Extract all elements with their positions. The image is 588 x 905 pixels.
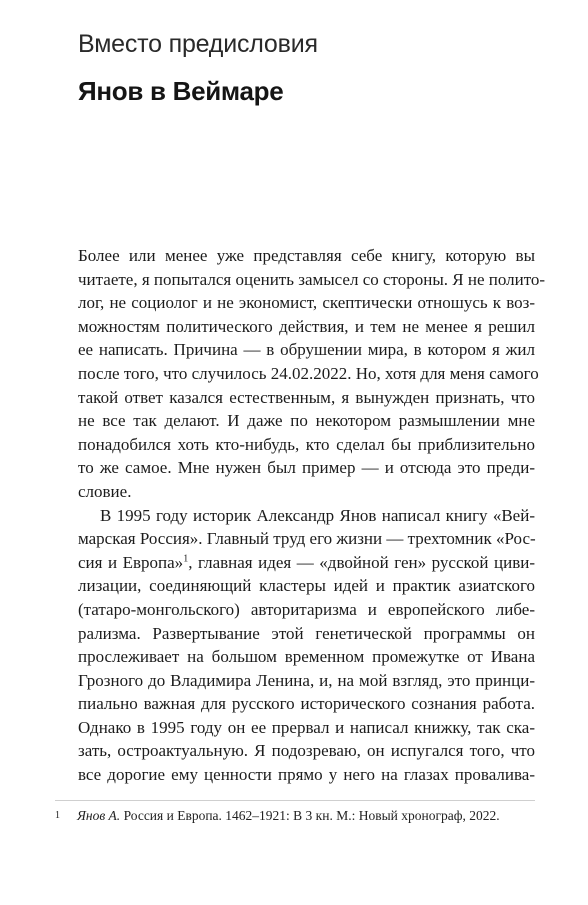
text-line: Грозного до Владимира Ленина, и, на мой взгляд, это принци- xyxy=(78,670,535,690)
footnote-reference[interactable]: 1 xyxy=(183,553,189,565)
text-line: можностям политического действия, и тем не менее я решил xyxy=(78,316,535,336)
text-line: читаете, я попытался оценить замысел со стороны. Я не полито- xyxy=(78,269,546,289)
text-line: Однако в 1995 году он ее прервал и написал книжку, так ска- xyxy=(78,717,535,737)
footnote-number: 1 xyxy=(55,810,60,821)
text-line-with-footnote xyxy=(78,551,535,575)
text-line: не все так делают. И даже по некотором размышлении мне xyxy=(78,411,535,431)
text-line: ее написать. Причина — в обрушении мира, в котором я жил xyxy=(78,340,535,360)
text-line: рализма. Развертывание этой генетической программы он xyxy=(78,623,535,643)
text-line: понадобился хоть кто-нибудь, кто сделал бы приблизительно xyxy=(78,434,535,454)
footnote xyxy=(55,808,535,824)
text-line: зать, остроактуальную. Я подозреваю, он испугался того, что xyxy=(78,741,535,761)
text-line: такой ответ казался естественным, я вынужден признать, что xyxy=(78,387,535,407)
body-text xyxy=(78,244,546,787)
text-line: прослеживает на большом временном промежутке от Ивана xyxy=(78,647,535,667)
text-line: Более или менее уже представляя себе книгу, которую вы xyxy=(78,246,535,265)
text-line: марская Россия». Главный труд его жизни — трехтомник «Рос- xyxy=(78,529,536,549)
text-line: то же самое. Мне нужен был пример — и отсюда это преди- xyxy=(78,458,535,478)
chapter-kicker: Вместо предисловия xyxy=(78,30,318,58)
text-line: лизации, соединяющий кластеры идей и практик азиатского xyxy=(78,576,535,596)
footnote-author: Янов А. xyxy=(77,808,121,823)
chapter-title: Янов в Веймаре xyxy=(78,76,284,106)
text-line: В 1995 году историк Александр Янов написал книгу «Вей- xyxy=(100,505,535,525)
text-segment: , главная идея — «двойной ген» русской циви- xyxy=(188,552,535,572)
text-line: все дорогие ему ценности прямо у него на глазах провалива- xyxy=(78,765,535,785)
text-line: лог, не социолог и не экономист, скептически отношусь к воз- xyxy=(78,293,535,313)
text-line: (татаро-монгольского) авторитаризма и европейского либе- xyxy=(78,599,535,619)
text-line: словие. xyxy=(78,481,132,501)
footnote-divider xyxy=(55,800,535,801)
text-line: после того, что случилось 24.02.2022. Но, хотя для меня самого xyxy=(78,363,539,383)
text-line: пиально важная для русского исторического сознания работа. xyxy=(78,694,535,714)
text-segment: сия и Европа» xyxy=(78,552,184,572)
footnote-text: Россия и Европа. 1462–1921: В 3 кн. М.: Новый хронограф, 2022. xyxy=(120,808,500,823)
